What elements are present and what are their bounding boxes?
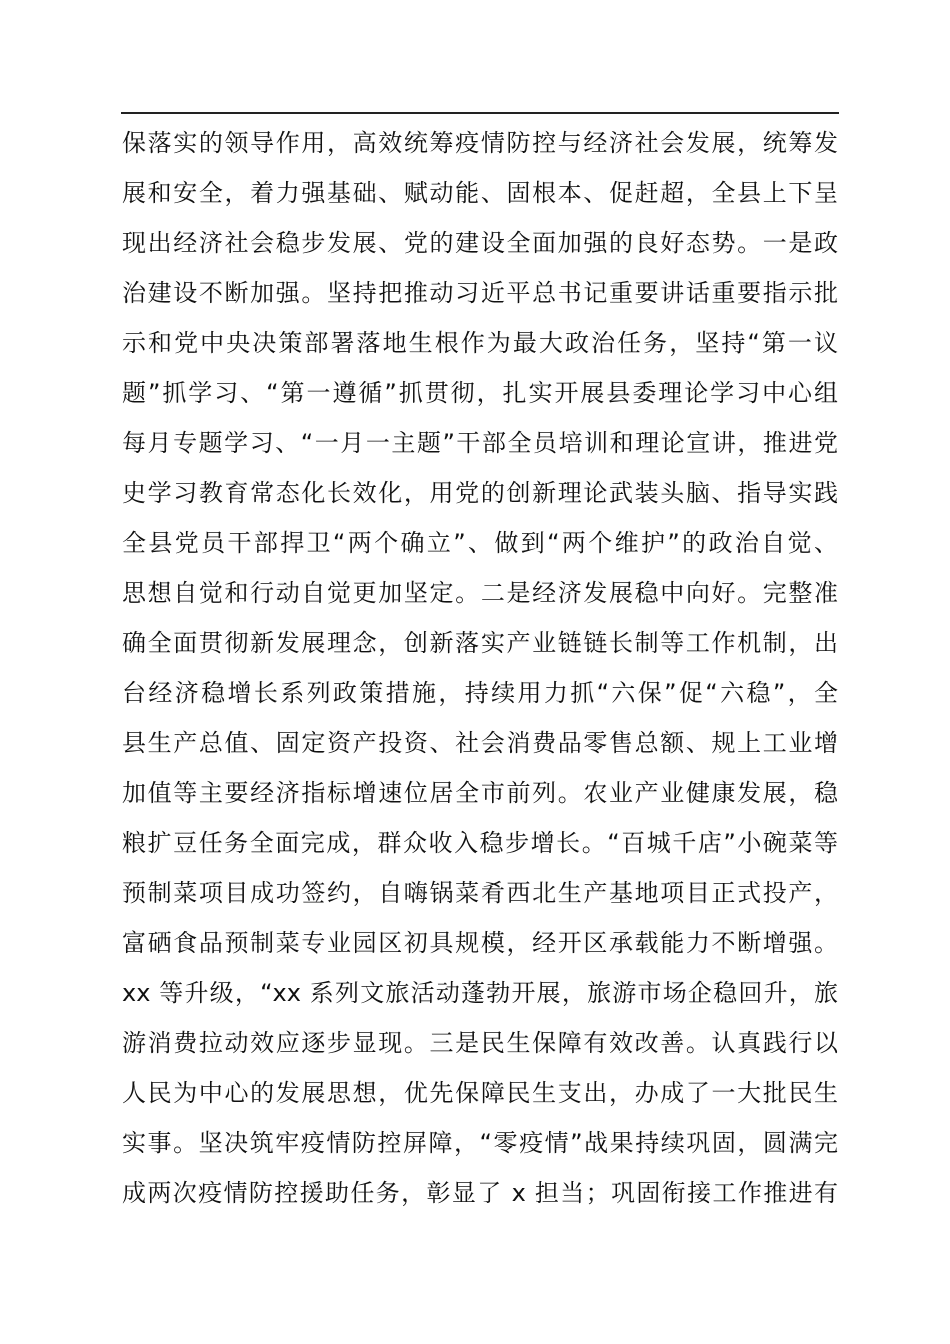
text-line: 现出经济社会稳步发展、党的建设全面加强的良好态势。一是政 [122, 229, 838, 257]
text-line: 游消费拉动效应逐步显现。三是民生保障有效改善。认真践行以 [122, 1029, 838, 1057]
text-line: 展和安全，着力强基础、赋动能、固根本、促赶超，全县上下呈 [122, 179, 838, 207]
text-line: 治建设不断加强。坚持把推动习近平总书记重要讲话重要指示批 [122, 279, 838, 307]
text-line: 富硒食品预制菜专业园区初具规模，经开区承载能力不断增强。 [122, 929, 838, 957]
text-line: 每月专题学习、“一月一主题”干部全员培训和理论宣讲，推进党 [122, 429, 838, 457]
header-rule [121, 112, 839, 114]
text-line: 全县党员干部捍卫“两个确立”、做到“两个维护”的政治自觉、 [122, 529, 838, 557]
text-line: 台经济稳增长系列政策措施，持续用力抓“六保”促“六稳”，全 [122, 679, 838, 707]
text-line: 确全面贯彻新发展理念，创新落实产业链链长制等工作机制，出 [122, 629, 838, 657]
text-line: 成两次疫情防控援助任务，彰显了 x 担当；巩固衔接工作推进有 [122, 1179, 838, 1207]
text-line: 示和党中央决策部署落地生根作为最大政治任务，坚持“第一议 [122, 329, 838, 357]
text-line: 粮扩豆任务全面完成，群众收入稳步增长。“百城千店”小碗菜等 [122, 829, 838, 857]
text-line: 加值等主要经济指标增速位居全市前列。农业产业健康发展，稳 [122, 779, 838, 807]
text-line: 实事。坚决筑牢疫情防控屏障，“零疫情”战果持续巩固，圆满完 [122, 1129, 838, 1157]
text-line: 人民为中心的发展思想，优先保障民生支出，办成了一大批民生 [122, 1079, 838, 1107]
text-line: 保落实的领导作用，高效统筹疫情防控与经济社会发展，统筹发 [122, 129, 838, 157]
text-line: 题”抓学习、“第一遵循”抓贯彻，扎实开展县委理论学习中心组 [122, 379, 838, 407]
text-line: 史学习教育常态化长效化，用党的创新理论武装头脑、指导实践 [122, 479, 838, 507]
text-line: 预制菜项目成功签约，自嗨锅菜肴西北生产基地项目正式投产， [122, 879, 838, 907]
text-line: 思想自觉和行动自觉更加坚定。二是经济发展稳中向好。完整准 [122, 579, 838, 607]
text-line: xx 等升级，“xx 系列文旅活动蓬勃开展，旅游市场企稳回升，旅 [122, 979, 838, 1007]
document-body [122, 124, 838, 1224]
text-line: 县生产总值、固定资产投资、社会消费品零售总额、规上工业增 [122, 729, 838, 757]
